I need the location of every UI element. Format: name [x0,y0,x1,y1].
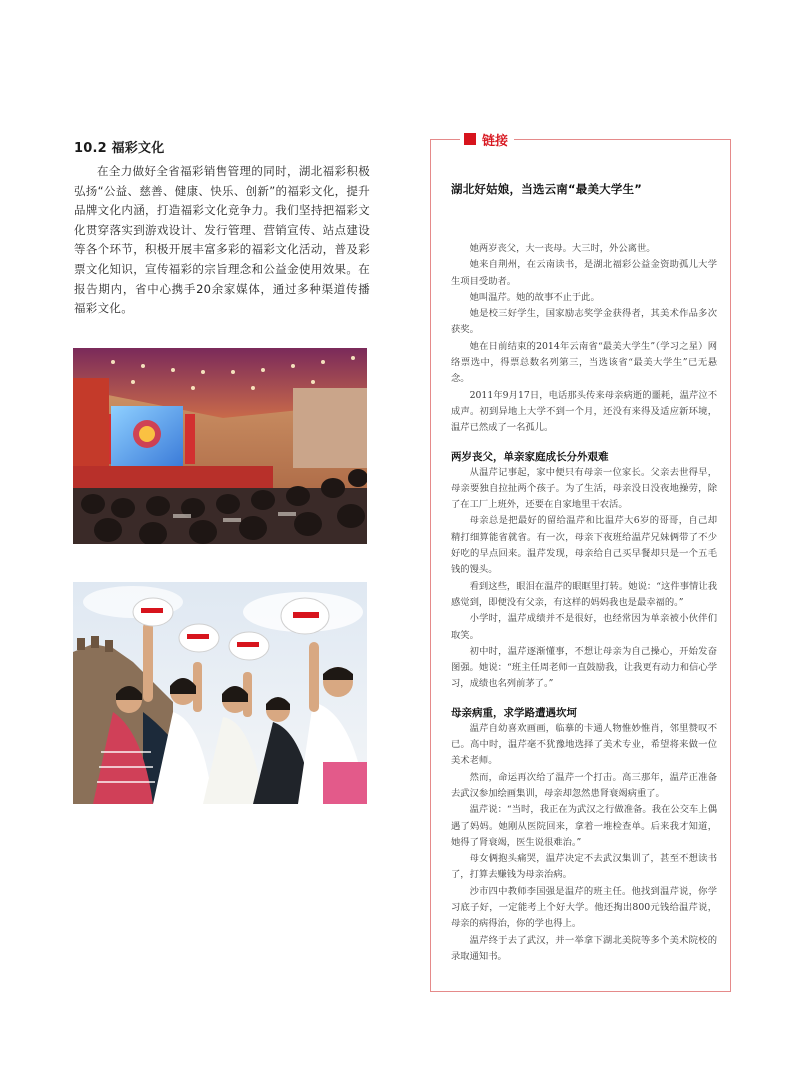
article-paragraph: 她叫温芹。她的故事不止于此。 [469,291,600,303]
article-paragraph: 2011年9月17日，电话那头传来母亲病逝的噩耗，温芹泣不成声。初到异地上大学不到一个月，还没有来得及适应新环境，温芹已然成了一名孤儿。 [451,389,717,434]
article-paragraph: 她来自荆州，在云南读书，是湖北福彩公益金资助孤儿大学生项目受助者。 [451,259,717,287]
article-paragraph: 沙市四中教师李国强是温芹的班主任。他找到温芹说，你学习底子好，一定能考上个好大学。他还掏出800元钱给温芹说，母亲的病得治，你的学也得上。 [451,885,717,930]
main-section [74,137,370,319]
article-paragraph: 温芹自幼喜欢画画，临摹的卡通人物惟妙惟肖，邻里赞叹不已。高中时，温芹毫不犹豫地选择了美术专业，希望将来做一位美术老师。 [451,722,717,767]
sidebar-tab-label: 链接 [482,133,509,149]
section-body: 在全力做好全省福彩销售管理的同时，湖北福彩积极弘扬“公益、慈善、健康、快乐、创新”的福彩文化，提升品牌文化内涵，打造福彩文化竞争力。我们坚持把福彩文化贯穿落实到游戏设计、发行管理、营销宣传、站点建设等各个环节，积极开展丰富多彩的福彩文化活动，普及彩票文化知识，宣传福彩的宗旨理念和公益金使用效果。在报告期内，省中心携手20余家媒体，通过多种渠道传播福彩文化。 [74,164,370,316]
article-paragraph: 母亲总是把最好的留给温芹和比温芹大6岁的哥哥，自己却精打细算能省就省。有一次，母亲下夜班给温芹兄妹俩带了不少好吃的早点回来。温芹发现，母亲给自己买早餐却只是一个五毛钱的馒头。 [451,515,717,576]
article-paragraph: 她是校三好学生，国家励志奖学金获得者，其美术作品多次获奖。 [451,308,717,336]
article-paragraph: 她在日前结束的2014年云南省“最美大学生”（学习之星）网络票选中，得票总数名列第三，当选该省“最美大学生”已无悬念。 [451,340,717,385]
article-paragraph: 母女俩抱头痛哭，温芹决定不去武汉集训了，甚至不想读书了，打算去赚钱为母亲治病。 [451,853,717,881]
article-paragraph: 从温芹记事起，家中便只有母亲一位家长。父亲去世得早，母亲要独自拉扯两个孩子。为了生活，母亲没日没夜地操劳，除了在工厂上班外，还要在自家地里干农活。 [451,466,717,511]
article-paragraph: 初中时，温芹逐渐懂事，不想让母亲为自己操心，开始发奋图强。她说：“班主任周老师一直鼓励我，让我更有动力和信心学习，成绩也名列前茅了。” [451,645,717,690]
great-wall-photo [73,582,367,804]
article-paragraph: 然而，命运再次给了温芹一个打击。高三那年，温芹正准备去武汉参加绘画集训，母亲却忽然患肾衰竭病重了。 [451,771,717,799]
article-subheading: 母亲病重，求学路遭遇坎坷 [451,706,577,719]
article-title: 湖北好姑娘，当选云南“最美大学生” [451,182,643,196]
red-square-icon [464,133,476,145]
article-paragraph: 温芹终于去了武汉，并一举拿下湖北美院等多个美术院校的录取通知书。 [451,934,717,962]
article-paragraph: 看到这些，眼泪在温芹的眼眶里打转。她说：“这件事情让我感觉到，即便没有父亲，有这样的妈妈我也是最幸福的。” [451,580,717,608]
conference-photo [73,348,367,544]
section-title: 10.2 福彩文化 [74,141,165,156]
article-paragraph: 她两岁丧父，大一丧母。大三时，外公离世。 [469,243,656,254]
sidebar-tab [460,131,514,147]
sidebar-article [451,181,717,965]
article-subheading: 两岁丧父，单亲家庭成长分外艰难 [451,450,609,463]
article-paragraph: 小学时，温芹成绩并不是很好，也经常因为单亲被小伙伴们取笑。 [451,613,717,641]
article-paragraph: 温芹说：“当时，我正在为武汉之行做准备。我在公交车上偶遇了妈妈。她刚从医院回来，拿着一堆检查单。后来我才知道，她得了肾衰竭，医生说很难治。” [451,804,717,848]
